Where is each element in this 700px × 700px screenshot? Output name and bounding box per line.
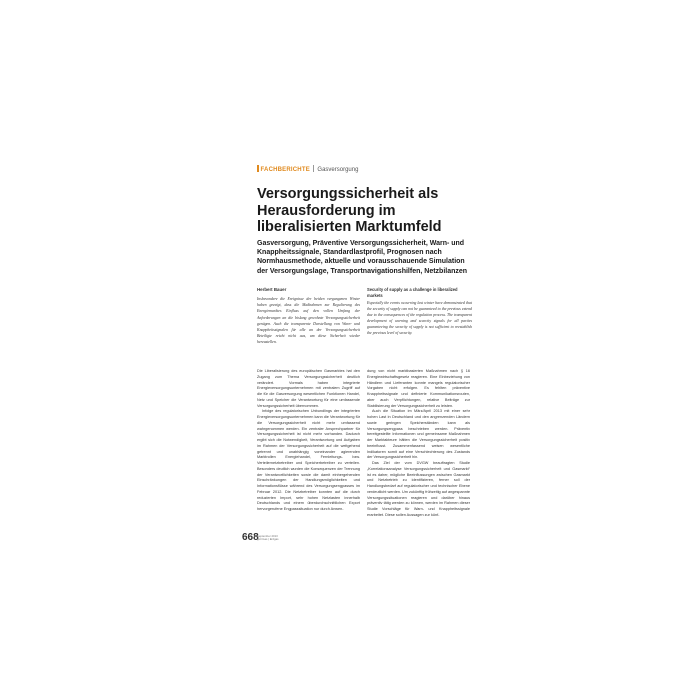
section-header: [257, 165, 457, 175]
body-paragraph: Das Ziel der vom DVGW beauftragten Studie „Korrelationsanalyse Versorgungssicherheit und Gasmarkt“ ist es daher, mögliche Beeinflussungen zwischen Gasmarkt und Netzbetrieb zu identifizieren, ferner soll der Handlungsbedarf auf regulatorischer und technischer Ebene verdeutlicht werden. Um zukünftig frühzeitig auf angespannte Versorgungssituationen reagieren und darüber hinaus präventiv tätig werden zu können, werden im Rahmen dieser Studie Vorschläge für Warn- und Knappheitssignale erarbeitet. Diese sollen Aussagen zur künf-: [367, 461, 470, 517]
page-number: 668: [242, 532, 259, 543]
issue-date: September 2013: [257, 534, 278, 538]
issue-info: [257, 535, 279, 542]
body-column-left: [257, 369, 360, 513]
section-label: FACHBERICHTE: [260, 167, 310, 173]
abstract-german: Insbesondere die Ereignisse der beiden vergangenen Winter haben gezeigt, dass die Maßnahmen zur Regulierung des Energiemarktes Einfluss auf den vollen Umfang der Anforderungen an die bislang gewohnte Versorgungssicherheit genügen. Auch die transparente Darstellung von Warn- und Knappheitssignalen für alle an der Versorgungssicherheit Beteiligte reicht nicht aus, um diese Sicherheit wieder herzustellen.: [257, 297, 360, 345]
body-paragraph: Auch die Situation im März/April 2013 mit einer sehr hohen Last in Deutschland und den angrenzenden Ländern sowie geringen Speicherständen kann als Versorgungsengpass beschrieben werden. Präventiv bereitgestellte Informationen und gemeinsame Maßnahmen der Marktakteure hätten die Versorgungssicherheit positiv beeinflusst. Zusammenfassend weisen wesentliche Indikatoren somit auf eine Verschlechterung des Zustands der Versorgungssicherheit hin.: [367, 409, 470, 460]
author-name: Herbert Bauer: [257, 287, 287, 292]
body-paragraph: Die Liberalisierung des europäischen Gasmarktes hat den Zugang zum Thema Versorgungssicherheit deutlich verändert. Vormals haben integrierte Energieversorgungsunternehmen mit zentralem Zugriff auf die für die Gasversorgung wesentlichen Funktionen Handel, Netz und Speicher die Verantwortung für eine umfassende Versorgungssicherheit übernommen.: [257, 369, 360, 408]
subsection-label: Gasversorgung: [317, 167, 359, 173]
header-divider: [313, 165, 315, 172]
abstract-english-title: Security of supply as a challenge in liberalized markets: [367, 287, 458, 298]
body-paragraph: Infolge des regulatorischen Unbundlings der integrierten Energieversorgungsunternehmen kann die Verantwortung für die Versorgungssicherheit nicht mehr umfassend wahrgenommen werden. Ein zentraler Ansprechpartner für Versorgungssicherheit ist nicht mehr vorhanden. Dadurch ergibt sich die Notwendigkeit, Verantwortung und Aufgaben im Rahmen der Versorgungssicherheit auf die weitgehend getrennt und unabhängig voneinander agierenden Marktrollen Energiehandel, Fernleitungs- bzw. Verteilernetzbetreiber und Speicherbetreiber zu verteilen. Besonders deutlich wurden die Konsequenzen der Trennung der Verantwortlichkeiten sowie die damit einhergehenden Einschränkungen der Handlungsmöglichkeiten und Informationsflüsse während des Versorgungsengpasses im Februar 2012. Die Netzbetreiber konnten auf die durch reduzierten Import, sehr hohen Netzlasten innerhalb Deutschlands und einem überdurchschnittlichen Export hervorgerufene Engpasssituation nur durch Anwen-: [257, 409, 360, 511]
body-paragraph: dung von nicht marktbasierten Maßnahmen nach § 16 Energiewirtschaftsgesetz reagieren. Eine Einbeziehung von Händlern und Lieferanten konnte mangels regulatorischer Vorgaben nicht erfolgen. Es fehlten präventive Knappheitssignale und definierte Kommunikationsrouten, aber auch Verpflichtungen, relative Beiträge zur Stabilisierung der Versorgungssicherheit zu leisten.: [367, 369, 470, 408]
header-accent-bar: [257, 165, 259, 172]
abstract-english: [367, 287, 472, 336]
journal-name: gwf-Gas | Erdgas: [257, 537, 279, 542]
article-keywords: Gasversorgung, Präventive Versorgungssicherheit, Warn- und Knappheitssignale, Standardlastprofil, Prognosen nach Normhausmethode, aktuelle und vorausschauende Simulation der Versorgungslage, Transportnavigationshilfen, Netzbilanzen: [257, 240, 468, 275]
abstract-english-text: Especially the events occurring last winter have demonstrated that the security of supply can not be guaranteed to the previous extend due to the consequences of the regulation process. The transparent development of warning and scarcity signals for all parties guaranteeing the security of supply is not sufficient to reestablish the previous level of security.: [367, 300, 472, 336]
body-column-right: [367, 369, 470, 519]
article-title: Versorgungssicherheit als Herausforderung im liberalisierten Marktumfeld: [257, 186, 442, 235]
